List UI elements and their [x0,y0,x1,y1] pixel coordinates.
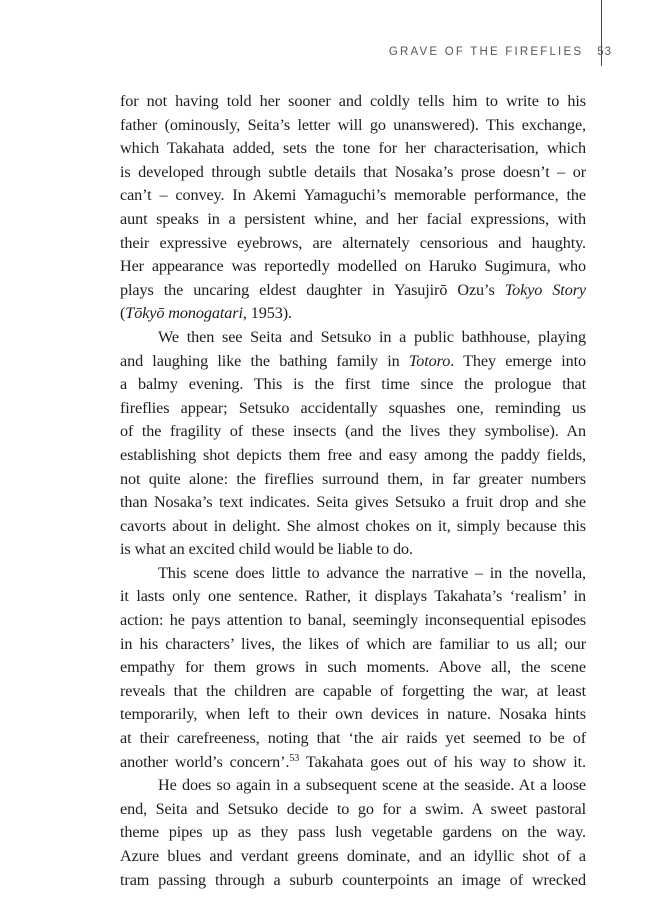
text-run: establishing shot depicts them free and easy among the paddy fields, [120,445,586,464]
text-line [120,798,586,822]
text-run: He does so again in a subsequent scene at the seaside. At a loose [158,776,586,795]
text-run: temporarily, when left to their own devices in nature. Nosaka hints [120,705,586,724]
text-line [120,869,586,893]
text-line [120,491,586,515]
text-line [120,703,586,727]
text-line [120,609,586,633]
text-run: fireflies appear; Setsuko accidentally squashes one, reminding us [120,398,586,417]
text-line [120,420,586,444]
text-run: which Takahata added, sets the tone for her characterisation, which [120,139,586,158]
text-run: at their carefreeness, noting that ‘the air raids yet seemed to be of [120,729,586,748]
text-line [120,326,586,350]
text-run: can’t – convey. In Akemi Yamaguchi’s memorable performance, the [120,186,586,205]
italic-title: Tōkyō monogatari [125,304,243,323]
text-run: for not having told her sooner and coldly tells him to write to his [120,92,586,110]
running-head [389,46,612,58]
text-line [120,656,586,680]
text-line [120,255,586,279]
text-line [120,562,586,586]
text-line [120,137,586,161]
text-run: empathy for them grows in such moments. Above all, the scene [120,658,586,677]
text-run: it lasts only one sentence. Rather, it displays Takahata’s ‘realism’ in [120,587,586,606]
text-run: end, Seita and Setsuko decide to go for a swim. A sweet pastoral [120,799,586,818]
text-line [120,302,586,326]
text-run: Azure blues and verdant greens dominate, and an idyllic shot of a [120,847,586,865]
text-line [120,585,586,609]
text-line [120,633,586,657]
text-line [120,538,586,562]
text-run: Takahata goes out of his way to show it. [299,752,587,771]
text-run: , 1953). [242,304,292,323]
text-run: aunt speaks in a persistent whine, and her facial expressions, with [120,209,586,228]
text-line [120,161,586,185]
running-head-title: GRAVE OF THE FIREFLIES [388,46,584,58]
text-line [120,680,586,704]
body-text [120,90,586,892]
text-run: theme pipes up as they pass lush vegetable gardens on the way. [120,823,586,842]
text-line [120,845,586,869]
text-run: Her appearance was reportedly modelled on Haruko Sugimura, who [120,257,586,276]
text-run: not quite alone: the fireflies surround them, in far greater numbers [120,469,586,488]
footnote-ref: 53 [289,752,300,764]
page-number: 53 [597,46,612,58]
text-run: of the fragility of these insects (and the lives they symbolise). An [120,422,586,441]
text-line [120,397,586,421]
text-line [120,350,586,374]
text-line [120,279,586,303]
text-line [120,774,586,798]
italic-title: Totoro [408,351,451,370]
text-run: is what an excited child would be liable to do. [120,540,413,559]
text-run: action: he pays attention to banal, seemingly inconsequential episodes [120,611,586,630]
text-line [120,184,586,208]
text-run: reveals that the children are capable of forgetting the war, at least [120,681,586,700]
text-run: a balmy evening. This is the first time since the prologue that [120,375,586,394]
text-line [120,208,586,232]
text-line [120,751,586,775]
text-line [120,468,586,492]
text-run: their expressive eyebrows, are alternately censorious and haughty. [120,233,586,252]
text-run: than Nosaka’s text indicates. Seita gives Setsuko a fruit drop and she [120,493,586,512]
text-run: tram passing through a suburb counterpoints an image of wrecked [120,870,586,889]
text-line [120,444,586,468]
text-line [120,515,586,539]
text-line [120,114,586,138]
text-run: and laughing like the bathing family in [120,351,409,370]
text-line [120,727,586,751]
text-run: is developed through subtle details that Nosaka’s prose doesn’t – or [120,162,586,181]
text-line [120,90,586,114]
italic-title: Tokyo Story [504,280,586,299]
text-line [120,232,586,256]
text-run: This scene does little to advance the narrative – in the novella, [158,563,586,582]
text-run: . They emerge into [450,351,586,370]
text-run: plays the uncaring eldest daughter in Yasujirō Ozu’s [120,280,505,299]
text-run: We then see Seita and Setsuko in a public bathhouse, playing [158,327,586,346]
text-run: in his characters’ lives, the likes of which are familiar to us all; our [120,634,586,653]
text-line [120,373,586,397]
text-run: father (ominously, Seita’s letter will go unanswered). This exchange, [120,115,586,134]
text-line [120,821,586,845]
text-run: ( [120,304,126,323]
text-run: cavorts about in delight. She almost chokes on it, simply because this [120,516,586,535]
text-run: another world’s concern’. [120,752,290,771]
